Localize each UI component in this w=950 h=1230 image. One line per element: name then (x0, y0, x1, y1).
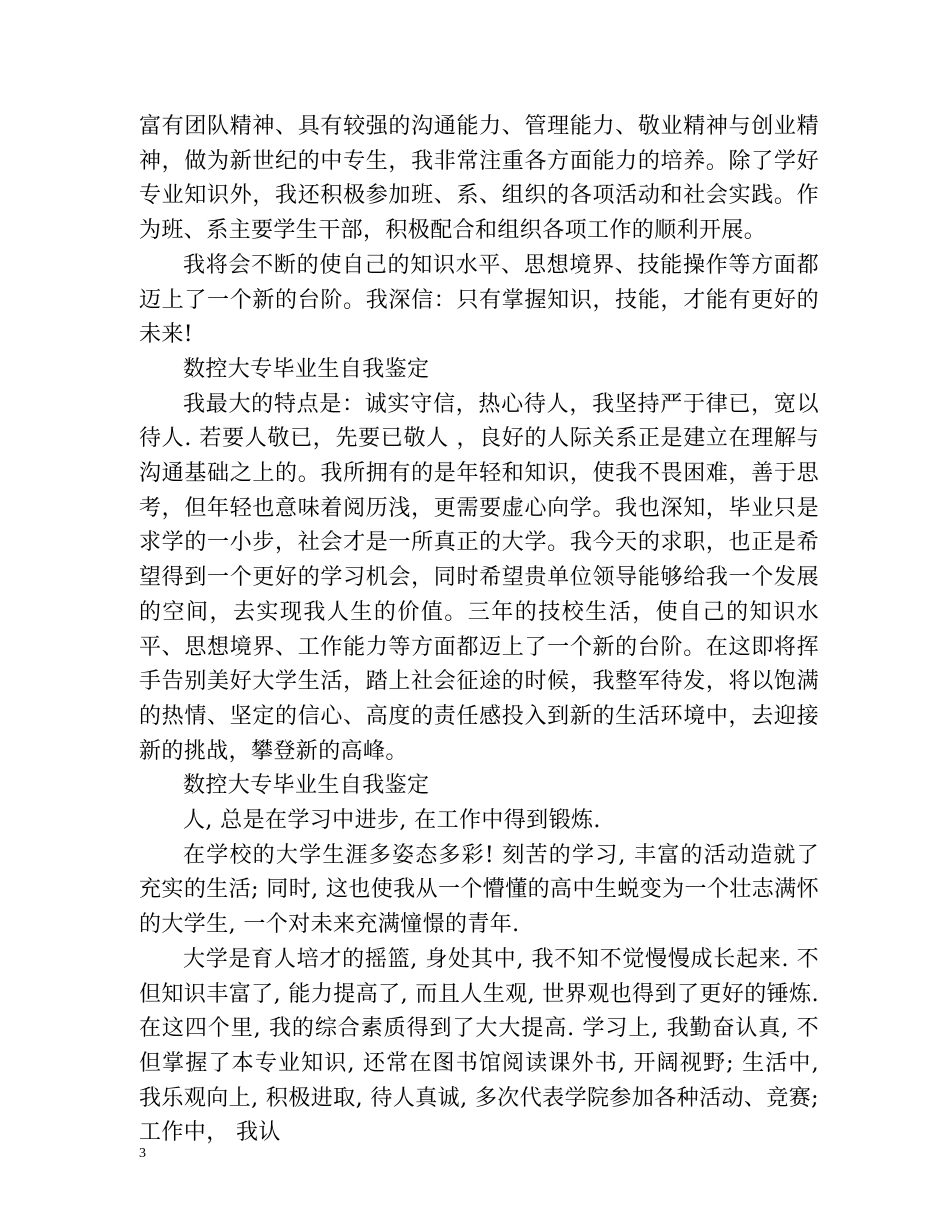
section-heading-1: 数控大专毕业生自我鉴定 (183, 356, 430, 382)
page-number: 3 (139, 1146, 146, 1161)
paragraph-5: 在学校的大学生涯多姿态多彩! 刻苦的学习, 丰富的活动造就了充实的生活; 同时, 这也使我从一个懵懂的高中生蜕变为一个壮志满怀的大学生, 一个对未来充满憧憬的青年. (139, 842, 819, 938)
section-heading-2: 数控大专毕业生自我鉴定 (183, 773, 430, 799)
document-body (139, 110, 819, 1151)
paragraph-1: 富有团队精神、具有较强的沟通能力、管理能力、敬业精神与创业精神，做为新世纪的中专生，我非常注重各方面能力的培养。除了学好专业知识外，我还积极参加班、系、组织的各项活动和社会实践。作为班、系主要学生干部，积极配合和组织各项工作的顺利开展。 (139, 114, 819, 244)
paragraph-6: 大学是育人培才的摇篮, 身处其中, 我不知不觉慢慢成长起来. 不但知识丰富了, 能力提高了, 而且人生观, 世界观也得到了更好的锤炼. 在这四个里, 我的综合素质得到了大大提高. 学习上, 我勤奋认真, 不但掌握了本专业知识, 还常在图书馆阅读课外书, 开阔视野; 生活中, 我乐观向上, 积极进取, 待人真诚, 多次代表学院参加各种活动、竞赛; 工作中， 我认 (139, 946, 819, 1146)
paragraph-4: 人, 总是在学习中进步, 在工作中得到锻炼. (183, 808, 601, 834)
paragraph-2: 我将会不断的使自己的知识水平、思想境界、技能操作等方面都迈上了一个新的台阶。我深信：只有掌握知识，技能，才能有更好的未来! (139, 252, 819, 348)
paragraph-3: 我最大的特点是：诚实守信，热心待人，我坚持严于律已，宽以待人. 若要人敬已，先要已敬人 ，良好的人际关系正是建立在理解与沟通基础之上的。我所拥有的是年轻和知识，使我不畏困难，善于思考，但年轻也意味着阅历浅，更需要虚心向学。我也深知，毕业只是求学的一小步，社会才是一所真正的大学。我今天的求职，也正是希望得到一个更好的学习机会，同时希望贵单位领导能够给我一个发展的空间，去实现我人生的价值。三年的技校生活，使自己的知识水平、思想境界、工作能力等方面都迈上了一个新的台阶。在这即将挥手告别美好大学生活，踏上社会征途的时候，我整军待发，将以饱满的热情、坚定的信心、高度的责任感投入到新的生活环境中，去迎接新的挑战，攀登新的高峰。 (139, 391, 819, 764)
